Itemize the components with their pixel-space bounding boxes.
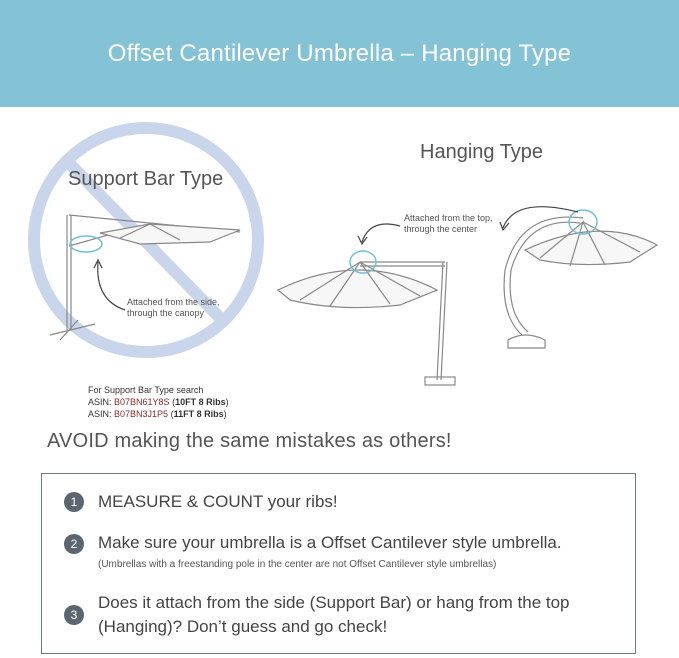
search-heading: For Support Bar Type search [88, 385, 204, 395]
step-3-text: Does it attach from the side (Support Bar) or hang from the top (Hanging)? Don’t guess and go check! [98, 593, 570, 636]
callout-line: through the center [404, 224, 478, 234]
step-1-text: MEASURE & COUNT your ribs! [98, 492, 338, 511]
support-bar-title: Support Bar Type [68, 168, 224, 190]
hanging-callout [404, 213, 493, 235]
hanging-title: Hanging Type [420, 141, 544, 163]
support-bar-umbrella [50, 215, 240, 340]
asin-prefix: ASIN: [88, 397, 115, 407]
asin-search-info [88, 384, 229, 420]
checklist-box [41, 473, 636, 654]
callout-line: through the canopy [127, 308, 205, 318]
step-number-badge: 3 [64, 605, 84, 625]
callout-line: Attached from the side, [127, 297, 220, 307]
callout-line: Attached from the top, [404, 213, 493, 223]
asin-code[interactable]: B07BN3J1P5 [114, 409, 169, 419]
step-2-note: (Umbrellas with a freestanding pole in the center are not Offset Cantilever style umbrellas) [98, 559, 497, 570]
step-2-text: Make sure your umbrella is a Offset Cantilever style umbrella. [98, 533, 562, 552]
asin-code[interactable]: B07BN61Y8S [114, 397, 170, 407]
step-number-badge: 1 [64, 492, 84, 512]
hanging-umbrella-2 [500, 207, 657, 348]
asin-row: ASIN: B07BN3J1P5 (11FT 8 Ribs) [88, 409, 227, 419]
asin-prefix: ASIN: [88, 409, 115, 419]
asin-spec: 10FT 8 Ribs [175, 397, 226, 407]
support-bar-callout [127, 297, 220, 319]
step-number-badge: 2 [64, 534, 84, 554]
asin-spec: 11FT 8 Ribs [173, 409, 224, 419]
asin-row: ASIN: B07BN61Y8S (10FT 8 Ribs) [88, 397, 229, 407]
avoid-heading: AVOID making the same mistakes as others! [47, 430, 452, 452]
hanging-umbrella-1 [278, 224, 455, 385]
page-title: Offset Cantilever Umbrella – Hanging Type [107, 39, 572, 67]
